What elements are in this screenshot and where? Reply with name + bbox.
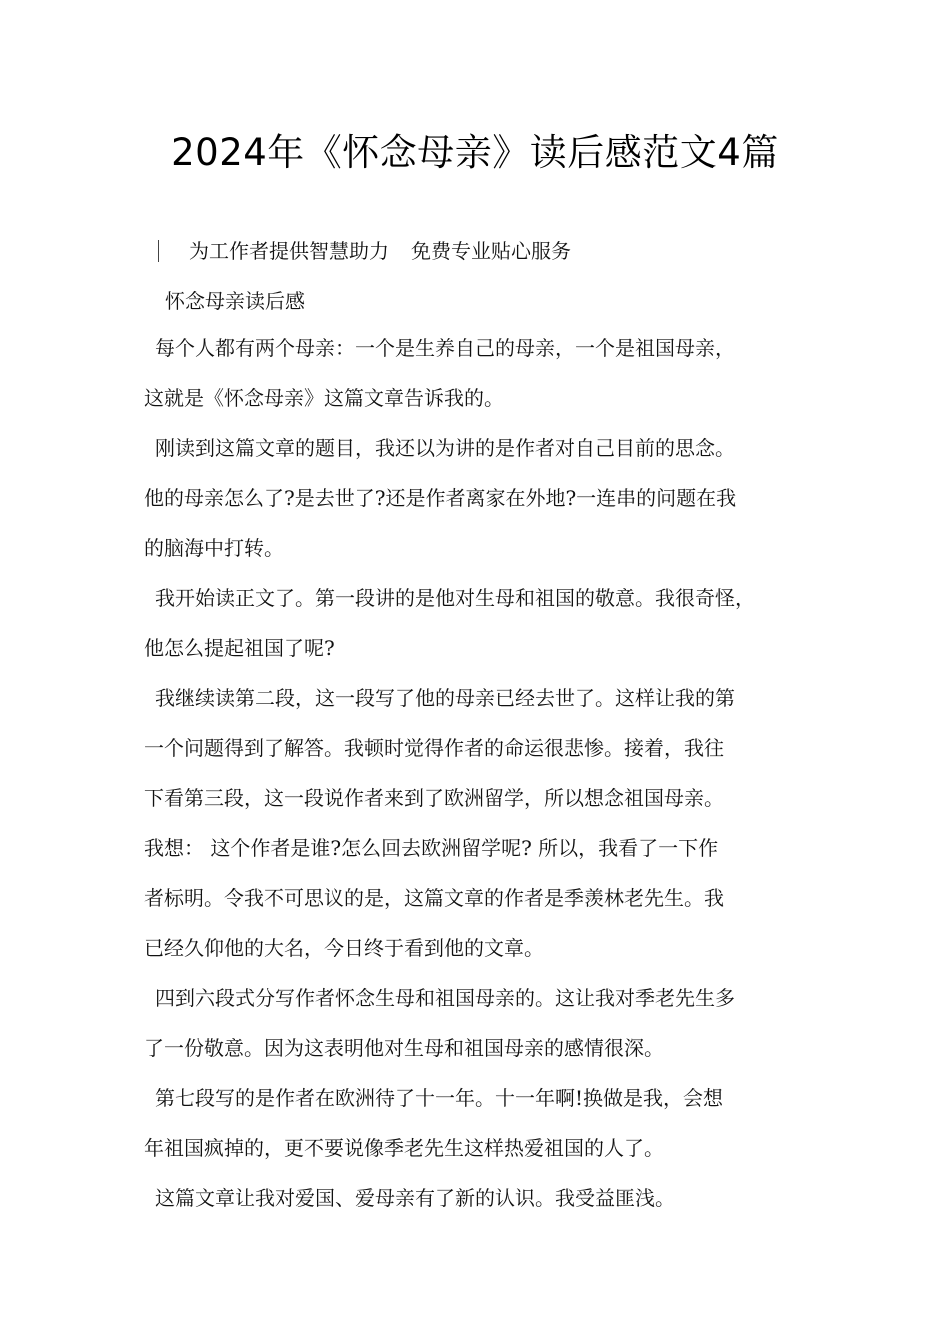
vertical-bar-divider	[158, 240, 159, 262]
text-line: 的脑海中打转。	[144, 536, 284, 560]
section-subtitle: 怀念母亲读后感	[165, 289, 305, 313]
text-line: 每个人都有两个母亲：一个是生养自己的母亲，一个是祖国母亲，	[155, 336, 735, 360]
text-line: 这就是《怀念母亲》这篇文章告诉我的。	[144, 386, 504, 410]
text-line: 者标明。令我不可思议的是，这篇文章的作者是季羡林老先生。我	[144, 886, 724, 910]
text-line: 他怎么提起祖国了呢?	[144, 636, 335, 660]
text-line: 下看第三段，这一段说作者来到了欧洲留学，所以想念祖国母亲。	[144, 786, 724, 810]
text-line: 一个问题得到了解答。我顿时觉得作者的命运很悲惨。接着，我往	[144, 736, 724, 760]
text-line: 刚读到这篇文章的题目，我还以为讲的是作者对自己目前的思念。	[155, 436, 735, 460]
text-line: 他的母亲怎么了?是去世了?还是作者离家在外地?一连串的问题在我	[144, 486, 737, 510]
text-line: 第七段写的是作者在欧洲待了十一年。十一年啊!换做是我，会想	[155, 1086, 724, 1110]
document-title: 2024年《怀念母亲》读后感范文4篇	[171, 131, 779, 174]
text-line: 已经久仰他的大名，今日终于看到他的文章。	[144, 936, 544, 960]
tagline-part-2: 免费专业贴心服务	[411, 239, 571, 263]
text-line: 我继续读第二段，这一段写了他的母亲已经去世了。这样让我的第	[155, 686, 735, 710]
text-line: 我想： 这个作者是谁?怎么回去欧洲留学呢? 所以，我看了一下作	[144, 836, 719, 860]
text-line: 这篇文章让我对爱国、爱母亲有了新的认识。我受益匪浅。	[155, 1186, 675, 1210]
tagline-part-1: 为工作者提供智慧助力	[189, 239, 389, 263]
text-line: 我开始读正文了。第一段讲的是他对生母和祖国的敬意。我很奇怪，	[155, 586, 755, 610]
text-line: 了一份敬意。因为这表明他对生母和祖国母亲的感情很深。	[144, 1036, 664, 1060]
text-line: 四到六段式分写作者怀念生母和祖国母亲的。这让我对季老先生多	[155, 986, 735, 1010]
text-line: 年祖国疯掉的，更不要说像季老先生这样热爱祖国的人了。	[144, 1136, 664, 1160]
body-text	[144, 333, 844, 1233]
tagline	[150, 236, 571, 266]
